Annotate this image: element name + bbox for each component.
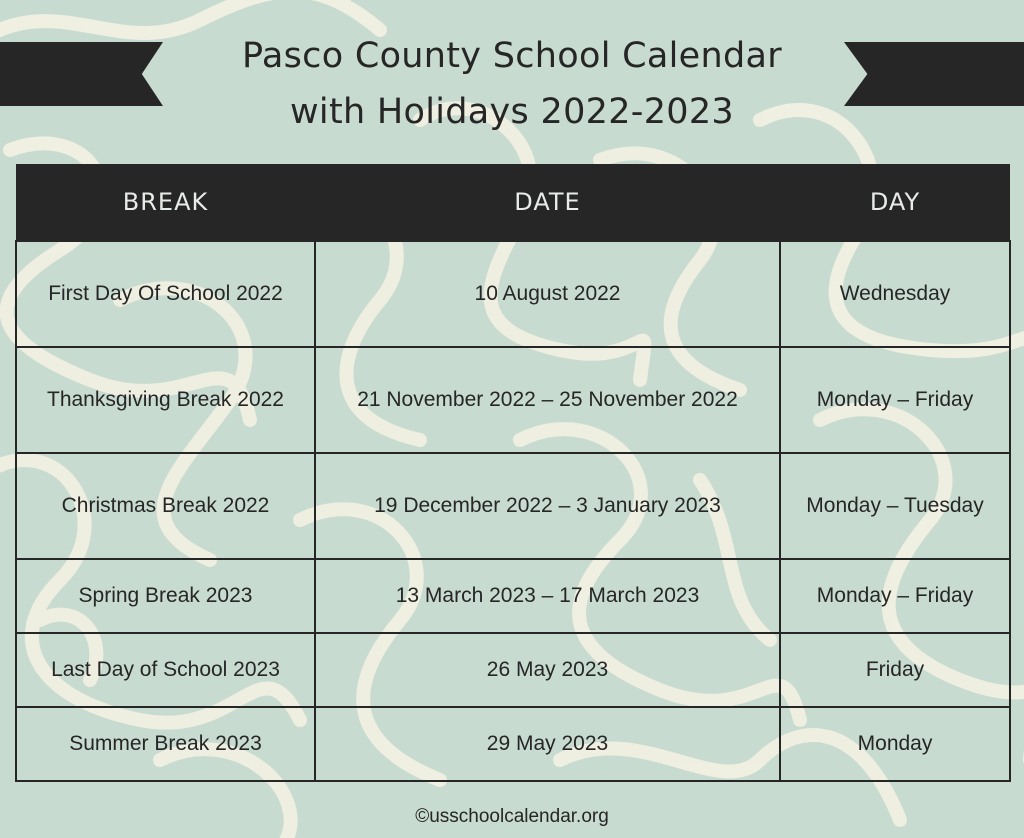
- table-row: [16, 347, 1010, 453]
- date-cell: 10 August 2022: [315, 241, 780, 347]
- title-line-2: with Holidays 2022-2023: [290, 92, 734, 132]
- date-cell: 13 March 2023 – 17 March 2023: [315, 559, 780, 633]
- date-cell: 29 May 2023: [315, 707, 780, 781]
- table-row: [16, 453, 1010, 559]
- page-title: [0, 28, 1024, 140]
- date-cell: 26 May 2023: [315, 633, 780, 707]
- table-row: [16, 707, 1010, 781]
- break-cell: Spring Break 2023: [16, 559, 315, 633]
- column-header-day: DAY: [780, 164, 1010, 241]
- day-cell: Friday: [780, 633, 1010, 707]
- table-row: [16, 241, 1010, 347]
- day-cell: Wednesday: [780, 241, 1010, 347]
- date-cell: 21 November 2022 – 25 November 2022: [315, 347, 780, 453]
- column-header-date: DATE: [315, 164, 780, 241]
- day-cell: Monday – Friday: [780, 347, 1010, 453]
- day-cell: Monday: [780, 707, 1010, 781]
- break-cell: First Day Of School 2022: [16, 241, 315, 347]
- break-cell: Summer Break 2023: [16, 707, 315, 781]
- footer-credit: ©usschoolcalendar.org: [415, 806, 609, 827]
- day-cell: Monday – Friday: [780, 559, 1010, 633]
- break-cell: Last Day of School 2023: [16, 633, 315, 707]
- day-cell: Monday – Tuesday: [780, 453, 1010, 559]
- break-cell: Thanksgiving Break 2022: [16, 347, 315, 453]
- table-header-row: [16, 164, 1010, 241]
- break-cell: Christmas Break 2022: [16, 453, 315, 559]
- holiday-table: [15, 164, 1011, 782]
- date-cell: 19 December 2022 – 3 January 2023: [315, 453, 780, 559]
- title-line-1: Pasco County School Calendar: [242, 36, 782, 76]
- table-row: [16, 559, 1010, 633]
- table-row: [16, 633, 1010, 707]
- column-header-break: BREAK: [16, 164, 315, 241]
